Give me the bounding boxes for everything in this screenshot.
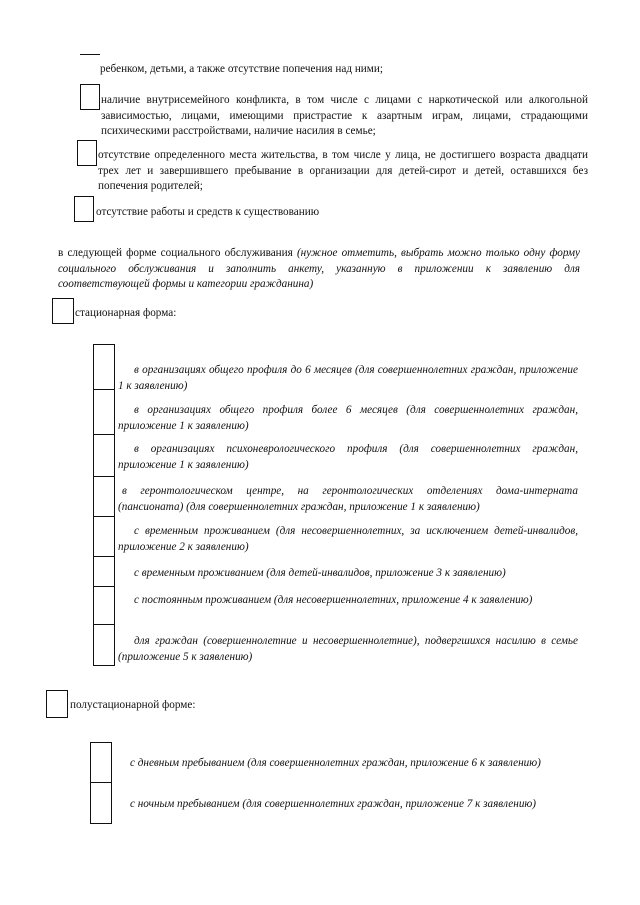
checkbox-semistationary[interactable] <box>46 690 68 718</box>
circumstance-children-tail: ребенком, детьми, а также отсутствие попечения над ними; <box>100 63 383 75</box>
checkbox-stationary-opt-3[interactable] <box>93 434 115 478</box>
stationary-label: стационарная форма: <box>75 307 177 319</box>
circumstance-no-work <box>96 205 586 221</box>
stationary-option-2: в организациях общего профиля более 6 месяцев (для совершеннолетних граждан, приложение 1 к заявлению) <box>118 404 578 432</box>
stationary-option-8: для граждан (совершеннолетние и несовершеннолетние), подвергшихся насилию в семье (приложение 5 к заявлению) <box>118 635 578 663</box>
semistationary-label: полустационарной форме: <box>70 699 196 711</box>
stationary-option-5: с временным проживанием (для несовершеннолетних, за исключением детей-инвалидов, приложение 2 к заявлению) <box>118 525 578 553</box>
circumstance-no-residence: отсутствие определенного места жительства, в том числе у лица, не достигшего возраста двадцати трех лет и завершившего пребывание в организации для детей-сирот и детей, оставшихся без попечения родителей; <box>98 149 588 192</box>
circumstance-no-work-text: отсутствие работы и средств к существованию <box>96 206 320 218</box>
stationary-option-3: в организациях психоневрологического профиля (для совершеннолетних граждан, приложение 1 к заявлению) <box>118 443 578 471</box>
checkbox-stationary-opt-1[interactable] <box>93 344 115 391</box>
checkbox-no-work[interactable] <box>74 196 94 222</box>
checkbox-stationary-opt-5[interactable] <box>93 516 115 558</box>
partial-checkbox-edge <box>80 54 100 55</box>
checkbox-conflict[interactable] <box>80 84 100 110</box>
stationary-option-6: с временным проживанием (для детей-инвалидов, приложение 3 к заявлению) <box>134 567 506 579</box>
stationary-option-4: в геронтологическом центре, на геронтологических отделениях дома-интерната (пансионата) (для совершеннолетних граждан, приложение 1 к заявлению) <box>118 485 578 513</box>
checkbox-stationary-opt-6[interactable] <box>93 556 115 588</box>
semistationary-option-1: с дневным пребыванием (для совершеннолетних граждан, приложение 6 к заявлению) <box>130 757 541 769</box>
checkbox-stationary[interactable] <box>52 298 74 324</box>
checkbox-semistationary-opt-1[interactable] <box>90 742 112 784</box>
checkbox-stationary-opt-4[interactable] <box>93 476 115 518</box>
circumstance-conflict: наличие внутрисемейного конфликта, в том числе с лицами с наркотической или алкогольной зависимостью, лицами, имеющими пристрастие к азартным играм, лицами, страдающими психическими расстройствами, наличие насилия в семье; <box>101 94 588 137</box>
checkbox-stationary-opt-7[interactable] <box>93 586 115 626</box>
semistationary-option-2: с ночным пребыванием (для совершеннолетних граждан, приложение 7 к заявлению) <box>130 798 537 810</box>
form-intro-plain: в следующей форме социального обслуживания <box>58 247 297 259</box>
checkbox-no-residence[interactable] <box>77 140 97 166</box>
checkbox-semistationary-opt-2[interactable] <box>90 782 112 824</box>
checkbox-stationary-opt-8[interactable] <box>93 624 115 666</box>
checkbox-stationary-opt-2[interactable] <box>93 389 115 436</box>
form-intro <box>58 246 580 293</box>
form-intro-note: (нужное отметить, выбрать можно только одну форму социального обслуживания и заполнить анкету, указанную в приложении к заявлению для соответствующей формы и категории гражданина) <box>58 247 580 290</box>
stationary-option-7: с постоянным проживанием (для несовершеннолетних, приложение 4 к заявлению) <box>134 594 533 606</box>
stationary-option-1: в организациях общего профиля до 6 месяцев (для совершеннолетних граждан, приложение 1 к заявлению) <box>118 364 578 392</box>
